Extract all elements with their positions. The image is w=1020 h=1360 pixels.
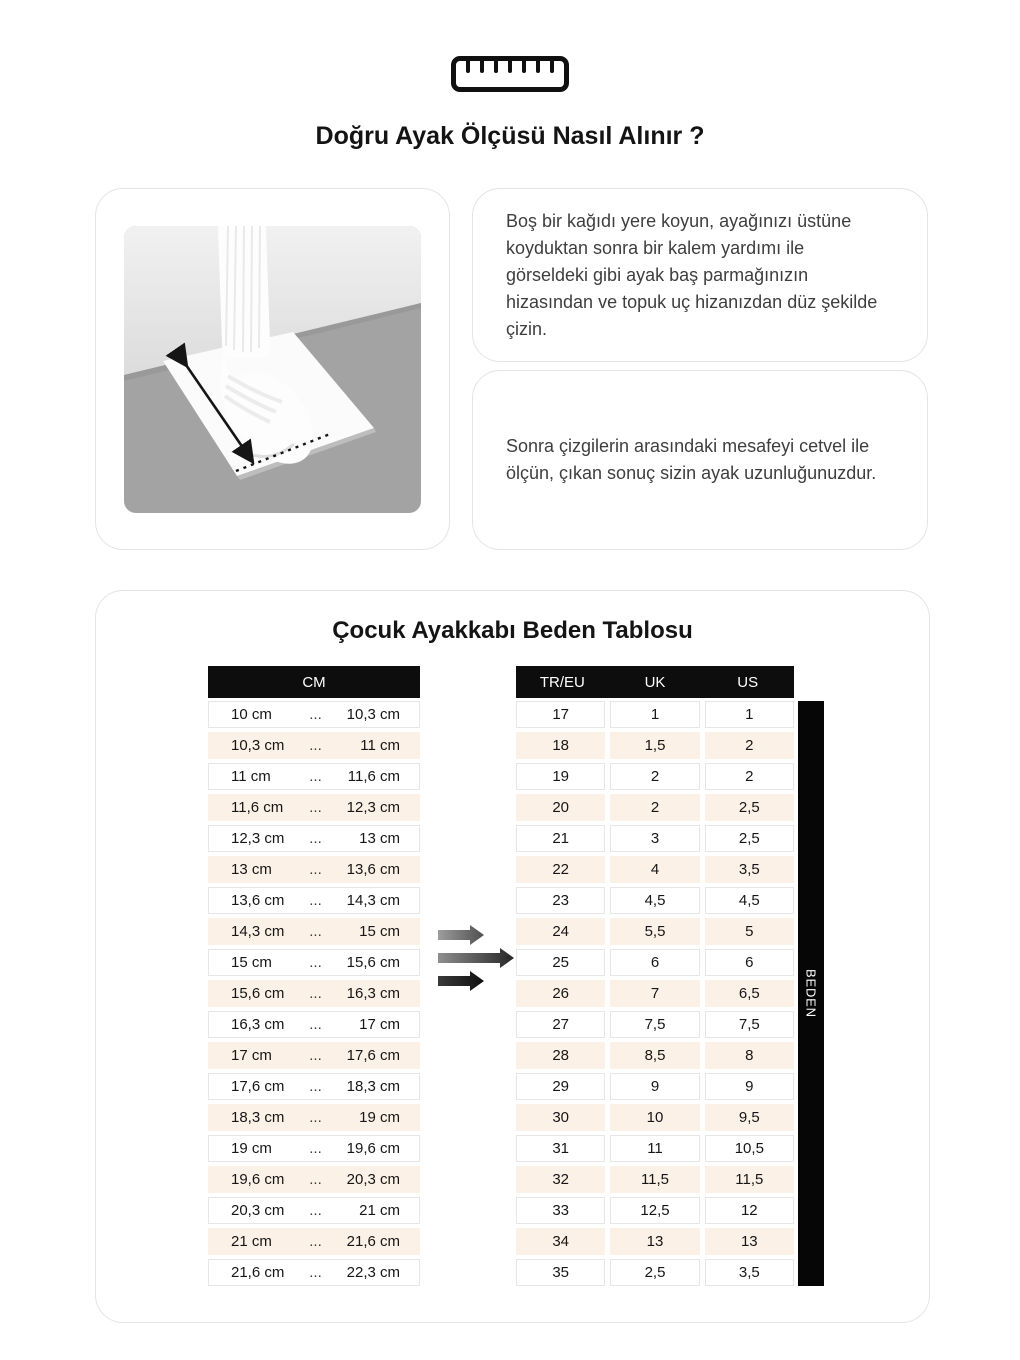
cm-to-value: 21,6 cm — [346, 1233, 400, 1250]
cm-range-row — [208, 887, 420, 914]
cm-from-value: 17,6 cm — [231, 1078, 285, 1095]
cm-range-row — [208, 856, 420, 883]
cm-from-value: 10,3 cm — [231, 737, 285, 754]
size-us-value: 1 — [705, 701, 794, 728]
size-row — [516, 825, 794, 852]
cm-to-value: 13 cm — [359, 830, 400, 847]
cm-from-value: 17 cm — [231, 1047, 272, 1064]
size-uk-value: 1 — [610, 701, 699, 728]
range-separator: ... — [309, 892, 322, 909]
size-tr-eu-value: 25 — [516, 949, 605, 976]
cm-from-value: 13 cm — [231, 861, 272, 878]
cm-to-value: 11 cm — [360, 737, 400, 754]
cm-to-value: 15 cm — [359, 923, 400, 940]
size-uk-value: 10 — [610, 1104, 699, 1131]
size-uk-value: 7,5 — [610, 1011, 699, 1038]
size-us-value: 11,5 — [705, 1166, 794, 1193]
size-row — [516, 701, 794, 728]
cm-to-value: 13,6 cm — [346, 861, 400, 878]
range-separator: ... — [309, 706, 322, 723]
size-row — [516, 1166, 794, 1193]
size-uk-value: 1,5 — [610, 732, 699, 759]
cm-range-row — [208, 949, 420, 976]
range-separator: ... — [309, 1140, 322, 1157]
size-us-value: 4,5 — [705, 887, 794, 914]
cm-range-row — [208, 1166, 420, 1193]
range-separator: ... — [309, 830, 322, 847]
size-tr-eu-value: 21 — [516, 825, 605, 852]
size-tr-eu-value: 19 — [516, 763, 605, 790]
cm-table-rows — [208, 701, 420, 1286]
cm-to-value: 21 cm — [359, 1202, 400, 1219]
cm-to-value: 15,6 cm — [346, 954, 400, 971]
size-row — [516, 1259, 794, 1286]
size-uk-value: 3 — [610, 825, 699, 852]
cm-to-value: 18,3 cm — [346, 1078, 400, 1095]
size-us-value: 13 — [705, 1228, 794, 1255]
size-uk-value: 11 — [610, 1135, 699, 1162]
cm-to-value: 19 cm — [359, 1109, 400, 1126]
cm-range-row — [208, 1011, 420, 1038]
instruction-text-2: Sonra çizgilerin arasındaki mesafeyi cetvel ile ölçün, çıkan sonuç sizin ayak uzunluğunuzdur. — [506, 436, 877, 483]
size-us-value: 7,5 — [705, 1011, 794, 1038]
size-row — [516, 1135, 794, 1162]
cm-to-value: 20,3 cm — [346, 1171, 400, 1188]
size-row — [516, 887, 794, 914]
size-tr-eu-value: 18 — [516, 732, 605, 759]
size-tr-eu-value: 23 — [516, 887, 605, 914]
size-tr-eu-value: 17 — [516, 701, 605, 728]
range-separator: ... — [309, 1264, 322, 1281]
cm-range-row — [208, 918, 420, 945]
size-uk-value: 4 — [610, 856, 699, 883]
cm-from-value: 21 cm — [231, 1233, 272, 1250]
size-tr-eu-value: 34 — [516, 1228, 605, 1255]
cm-range-row — [208, 980, 420, 1007]
size-us-value: 12 — [705, 1197, 794, 1224]
size-tr-eu-value: 31 — [516, 1135, 605, 1162]
size-us-value: 6 — [705, 949, 794, 976]
range-separator: ... — [309, 861, 322, 878]
cm-from-value: 15,6 cm — [231, 985, 285, 1002]
instruction-box-2 — [472, 370, 928, 550]
size-table-header — [516, 666, 794, 698]
size-row — [516, 1042, 794, 1069]
size-row — [516, 1104, 794, 1131]
size-tr-eu-value: 30 — [516, 1104, 605, 1131]
size-us-value: 6,5 — [705, 980, 794, 1007]
size-tr-eu-value: 27 — [516, 1011, 605, 1038]
cm-from-value: 13,6 cm — [231, 892, 285, 909]
cm-from-value: 15 cm — [231, 954, 272, 971]
size-us-value: 2 — [705, 732, 794, 759]
cm-from-value: 19 cm — [231, 1140, 272, 1157]
cm-table — [208, 666, 420, 1286]
range-separator: ... — [309, 1202, 322, 1219]
page-title: Doğru Ayak Ölçüsü Nasıl Alınır ? — [315, 122, 705, 150]
cm-range-row — [208, 1073, 420, 1100]
range-separator: ... — [309, 1047, 322, 1064]
range-separator: ... — [309, 1171, 322, 1188]
size-uk-value: 5,5 — [610, 918, 699, 945]
cm-to-value: 16,3 cm — [346, 985, 400, 1002]
cm-to-value: 22,3 cm — [346, 1264, 400, 1281]
size-table-rows — [516, 701, 794, 1286]
range-separator: ... — [309, 1233, 322, 1250]
foot-measurement-photo — [124, 226, 421, 513]
size-uk-value: 2 — [610, 763, 699, 790]
range-separator: ... — [309, 737, 322, 754]
measurement-photo-card — [95, 188, 450, 550]
range-separator: ... — [309, 954, 322, 971]
arrows-icon — [436, 924, 516, 992]
size-row — [516, 980, 794, 1007]
cm-from-value: 11,6 cm — [231, 799, 284, 816]
size-uk-value: 8,5 — [610, 1042, 699, 1069]
range-separator: ... — [309, 985, 322, 1002]
cm-to-value: 10,3 cm — [346, 706, 400, 723]
range-separator: ... — [309, 1078, 322, 1095]
ruler-icon — [451, 56, 569, 92]
size-uk-value: 13 — [610, 1228, 699, 1255]
size-tr-eu-value: 28 — [516, 1042, 605, 1069]
size-us-value: 2,5 — [705, 825, 794, 852]
size-uk-value: 12,5 — [610, 1197, 699, 1224]
size-table-title: Çocuk Ayakkabı Beden Tablosu — [332, 617, 693, 644]
size-tr-eu-value: 24 — [516, 918, 605, 945]
size-row — [516, 1011, 794, 1038]
instruction-box-1 — [472, 188, 928, 362]
header-us: US — [737, 673, 759, 691]
cm-from-value: 11 cm — [231, 768, 271, 785]
size-uk-value: 2 — [610, 794, 699, 821]
size-row — [516, 794, 794, 821]
range-separator: ... — [309, 923, 322, 940]
header-tr-eu: TR/EU — [539, 673, 585, 691]
size-row — [516, 1228, 794, 1255]
size-tr-eu-value: 20 — [516, 794, 605, 821]
cm-table-header: CM — [208, 666, 420, 698]
header-uk: UK — [644, 673, 666, 691]
beden-label-text: BEDEN — [803, 969, 819, 1018]
size-us-value: 10,5 — [705, 1135, 794, 1162]
cm-from-value: 16,3 cm — [231, 1016, 285, 1033]
range-separator: ... — [309, 1016, 322, 1033]
cm-to-value: 12,3 cm — [346, 799, 400, 816]
foot-on-paper-illustration — [124, 226, 421, 513]
size-row — [516, 949, 794, 976]
cm-to-value: 14,3 cm — [346, 892, 400, 909]
cm-from-value: 20,3 cm — [231, 1202, 285, 1219]
size-uk-value: 9 — [610, 1073, 699, 1100]
cm-range-row — [208, 794, 420, 821]
size-tr-eu-value: 26 — [516, 980, 605, 1007]
cm-from-value: 14,3 cm — [231, 923, 285, 940]
cm-range-row — [208, 701, 420, 728]
size-tr-eu-value: 32 — [516, 1166, 605, 1193]
size-uk-value: 2,5 — [610, 1259, 699, 1286]
size-table — [516, 666, 794, 1286]
cm-to-value: 19,6 cm — [346, 1140, 400, 1157]
cm-range-row — [208, 1197, 420, 1224]
size-us-value: 5 — [705, 918, 794, 945]
cm-range-row — [208, 1259, 420, 1286]
size-us-value: 9,5 — [705, 1104, 794, 1131]
range-separator: ... — [309, 768, 322, 785]
size-tr-eu-value: 22 — [516, 856, 605, 883]
range-separator: ... — [309, 799, 322, 816]
size-row — [516, 1197, 794, 1224]
size-us-value: 9 — [705, 1073, 794, 1100]
size-uk-value: 6 — [610, 949, 699, 976]
size-row — [516, 918, 794, 945]
cm-range-row — [208, 825, 420, 852]
size-us-value: 8 — [705, 1042, 794, 1069]
cm-range-row — [208, 1135, 420, 1162]
size-us-value: 3,5 — [705, 1259, 794, 1286]
cm-to-value: 17 cm — [359, 1016, 400, 1033]
cm-from-value: 12,3 cm — [231, 830, 285, 847]
cm-range-row — [208, 1042, 420, 1069]
size-uk-value: 11,5 — [610, 1166, 699, 1193]
size-tr-eu-value: 33 — [516, 1197, 605, 1224]
size-us-value: 2 — [705, 763, 794, 790]
cm-from-value: 18,3 cm — [231, 1109, 285, 1126]
cm-to-value: 11,6 cm — [347, 768, 400, 785]
size-table-card — [95, 590, 930, 1323]
size-tr-eu-value: 35 — [516, 1259, 605, 1286]
instruction-text-1: Boş bir kağıdı yere koyun, ayağınızı üstüne koyduktan sonra bir kalem yardımı ile görseldeki gibi ayak baş parmağınızın hizasından ve topuk uç hizanızdan düz şekilde çizin. — [506, 210, 878, 339]
size-uk-value: 4,5 — [610, 887, 699, 914]
cm-from-value: 21,6 cm — [231, 1264, 285, 1281]
cm-range-row — [208, 732, 420, 759]
cm-from-value: 10 cm — [231, 706, 272, 723]
cm-range-row — [208, 1104, 420, 1131]
cm-range-row — [208, 1228, 420, 1255]
size-tr-eu-value: 29 — [516, 1073, 605, 1100]
range-separator: ... — [309, 1109, 322, 1126]
size-row — [516, 732, 794, 759]
cm-range-row — [208, 763, 420, 790]
size-us-value: 2,5 — [705, 794, 794, 821]
size-us-value: 3,5 — [705, 856, 794, 883]
beden-side-label — [798, 701, 824, 1286]
size-uk-value: 7 — [610, 980, 699, 1007]
size-row — [516, 856, 794, 883]
cm-from-value: 19,6 cm — [231, 1171, 285, 1188]
size-row — [516, 1073, 794, 1100]
cm-to-value: 17,6 cm — [346, 1047, 400, 1064]
size-row — [516, 763, 794, 790]
